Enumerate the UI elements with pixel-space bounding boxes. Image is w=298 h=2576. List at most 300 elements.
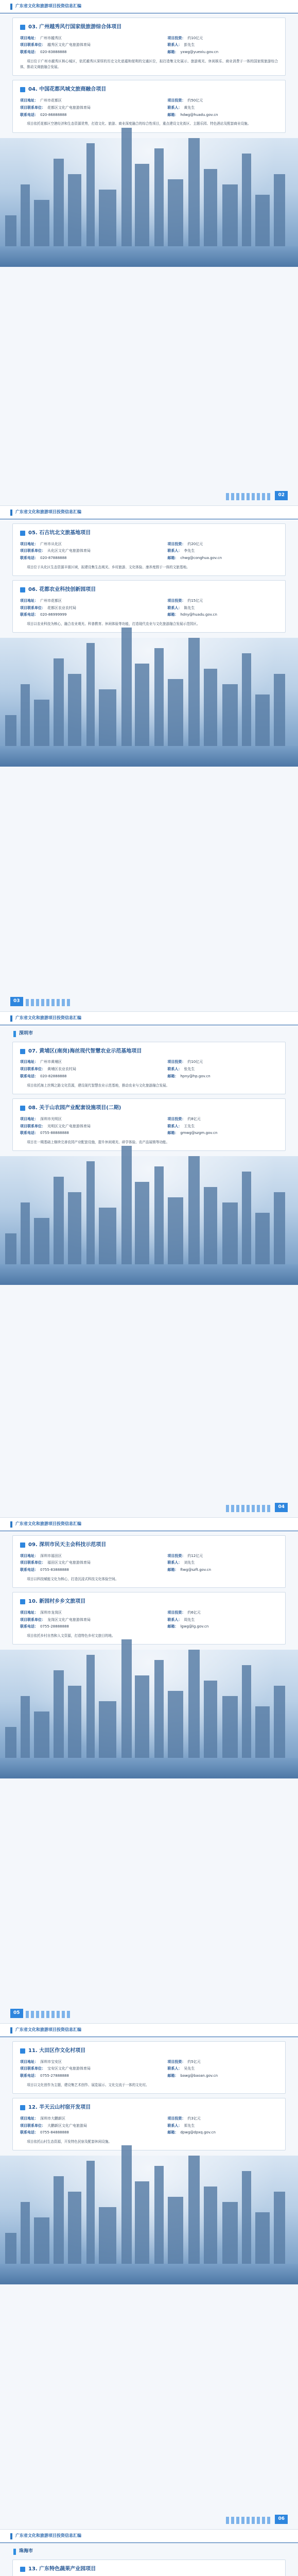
field-label: 联系人： xyxy=(167,1617,182,1622)
field-label: 项目投资： xyxy=(167,98,186,103)
building xyxy=(5,1727,16,1758)
field-value: 花都区文化广电旅游体育局 xyxy=(47,105,91,110)
city-section-heading xyxy=(13,1030,285,1038)
building xyxy=(168,2197,183,2264)
page-04 xyxy=(0,1012,298,1518)
project-header xyxy=(20,1598,278,1606)
project-fields xyxy=(20,598,278,618)
field-row xyxy=(167,612,278,618)
building xyxy=(154,1660,164,1758)
building xyxy=(99,689,116,746)
building xyxy=(21,184,30,246)
field-row xyxy=(167,2116,278,2122)
building xyxy=(255,694,270,746)
field-row xyxy=(167,1074,278,1079)
field-row xyxy=(167,36,278,41)
building xyxy=(68,1192,81,1264)
field-row xyxy=(20,112,158,118)
field-value: 深圳市福田区 xyxy=(40,1553,62,1558)
field-label: 项目投资： xyxy=(167,2116,186,2121)
field-value: hdwg@huadu.gov.cn xyxy=(180,112,218,117)
field-value: 约10亿元 xyxy=(187,36,203,40)
field-value: 黄先生 xyxy=(184,105,195,110)
building xyxy=(255,2212,270,2264)
field-value: hdny@huadu.gov.cn xyxy=(180,613,217,617)
field-row xyxy=(20,1130,158,1136)
building xyxy=(121,128,132,246)
field-row xyxy=(167,598,278,604)
project-description: 项目依托山村生态资源，开发特色民宿及配套休闲设施。 xyxy=(27,2140,112,2144)
page-02 xyxy=(0,0,298,506)
field-value: 黄埔区农业农村局 xyxy=(47,1067,76,1072)
building xyxy=(121,1639,132,1758)
field-label: 项目地址： xyxy=(20,36,38,40)
field-row xyxy=(20,1074,158,1079)
project-title: 07. 黄埔区(南岗)海丝现代智慧农业示范基地项目 xyxy=(28,1048,142,1054)
field-label: 联系电话： xyxy=(20,1624,38,1629)
field-label: 联系电话： xyxy=(20,1568,38,1572)
field-row xyxy=(20,541,158,547)
project-header xyxy=(20,1104,278,1112)
running-header xyxy=(0,1012,298,1025)
project-fields xyxy=(20,2116,278,2136)
field-label: 项目联系单位： xyxy=(20,105,45,110)
building xyxy=(5,1233,16,1264)
project-description: 项目依托乡村自然和人文资源，打造特色乡村文旅目的地。 xyxy=(27,1634,115,1638)
building xyxy=(242,653,251,746)
field-label: 邮箱： xyxy=(167,50,179,55)
field-row xyxy=(20,98,158,104)
header-accent xyxy=(10,1015,12,1022)
running-header xyxy=(0,2530,298,2543)
field-value: hpny@hp.gov.cn xyxy=(180,1074,211,1079)
project-card xyxy=(12,1098,286,1151)
field-row xyxy=(20,598,158,604)
project-card xyxy=(12,18,286,76)
project-header xyxy=(20,2047,278,2055)
project-title: 06. 花都农业科技创新园项目 xyxy=(28,587,96,593)
field-label: 联系电话： xyxy=(20,50,38,55)
city-name: 深圳市 xyxy=(19,1031,33,1036)
field-row xyxy=(20,605,158,611)
building xyxy=(168,179,183,246)
building xyxy=(21,2202,30,2264)
field-row xyxy=(167,2123,278,2129)
project-fields xyxy=(20,36,278,56)
building xyxy=(204,1681,217,1758)
building xyxy=(68,174,81,246)
building xyxy=(222,184,238,246)
field-row xyxy=(20,1617,158,1623)
field-label: 项目投资： xyxy=(167,598,186,603)
field-value: ftwg@szft.gov.cn xyxy=(180,1568,212,1572)
field-value: 约6亿元 xyxy=(187,1610,201,1615)
project-card xyxy=(12,2560,286,2576)
field-value: 陈先生 xyxy=(184,605,195,610)
river-water xyxy=(0,246,298,267)
field-value: 约12亿元 xyxy=(187,1553,203,1558)
page-07 xyxy=(0,2530,298,2576)
project-header xyxy=(20,1541,278,1549)
building xyxy=(34,2217,49,2264)
building xyxy=(99,1701,116,1758)
project-fields xyxy=(20,98,278,118)
building xyxy=(188,638,200,746)
city-skyline-image xyxy=(0,638,298,767)
field-label: 项目联系单位： xyxy=(20,605,45,610)
field-value: chwg@conghua.gov.cn xyxy=(180,556,222,561)
field-label: 项目联系单位： xyxy=(20,1561,45,1565)
project-title: 05. 石古坑北文旅基地项目 xyxy=(28,530,91,536)
field-value: 0755-88888888 xyxy=(40,1131,69,1136)
project-card xyxy=(12,580,286,633)
field-value: 郑先生 xyxy=(184,2123,195,2128)
field-row xyxy=(167,42,278,48)
field-row xyxy=(167,1059,278,1065)
field-row xyxy=(167,1617,278,1623)
field-value: 广州市黄埔区 xyxy=(40,1060,62,1064)
building xyxy=(54,1670,64,1758)
field-row xyxy=(20,49,158,55)
building xyxy=(204,669,217,746)
field-label: 邮箱： xyxy=(167,1568,179,1572)
field-label: 联系人： xyxy=(167,1561,182,1565)
field-value: lgwg@lg.gov.cn xyxy=(180,1624,209,1629)
field-value: gmwg@szgm.gov.cn xyxy=(180,1131,218,1136)
city-bar xyxy=(13,2549,16,2555)
project-description: 项目以文化创作为主题，建设集艺术创作、展览展示、文化交流于一体的文化村。 xyxy=(27,2083,149,2088)
field-label: 联系人： xyxy=(167,2123,182,2128)
field-label: 项目联系单位： xyxy=(20,1067,45,1072)
building xyxy=(86,643,95,746)
project-header xyxy=(20,1047,278,1056)
building xyxy=(99,1208,116,1264)
field-value: 龙岗区文化广电旅游体育局 xyxy=(47,1617,91,1622)
running-header xyxy=(0,2024,298,2037)
building xyxy=(274,2192,285,2264)
project-marker xyxy=(20,2105,25,2110)
building xyxy=(34,1711,49,1758)
field-row xyxy=(167,1567,278,1573)
field-label: 项目地址： xyxy=(20,1610,38,1615)
building xyxy=(34,700,49,746)
building xyxy=(21,684,30,746)
field-row xyxy=(167,1116,278,1122)
running-header-title: 广东省文化和旅游项目投资信息汇编 xyxy=(15,4,81,9)
field-label: 联系人： xyxy=(167,1124,182,1128)
project-marker xyxy=(20,1543,25,1548)
field-label: 项目联系单位： xyxy=(20,549,45,553)
header-accent xyxy=(10,2027,12,2033)
city-skyline-image xyxy=(0,1650,298,1778)
field-label: 项目投资： xyxy=(167,1060,186,1064)
field-value: 020-82888888 xyxy=(40,1074,67,1079)
building xyxy=(274,174,285,246)
building xyxy=(21,1696,30,1758)
project-card xyxy=(12,1535,286,1588)
field-value: 张先生 xyxy=(184,1067,195,1072)
field-value: 约10亿元 xyxy=(187,1060,203,1064)
building xyxy=(121,1146,132,1264)
building xyxy=(255,1706,270,1758)
river-water xyxy=(0,1758,298,1778)
building xyxy=(54,658,64,746)
field-row xyxy=(167,1066,278,1072)
field-value: 020-83888888 xyxy=(40,50,67,55)
building xyxy=(154,2166,164,2264)
field-label: 联系人： xyxy=(167,549,182,553)
project-card xyxy=(12,2098,286,2150)
project-marker xyxy=(20,25,25,30)
field-value: 0755-27888888 xyxy=(40,2074,69,2078)
river-water xyxy=(0,746,298,767)
project-title: 13. 广东特色蔬果产业园项目 xyxy=(28,2566,96,2572)
project-fields xyxy=(20,1116,278,1137)
building xyxy=(242,1665,251,1758)
running-header-title: 广东省文化和旅游项目投资信息汇编 xyxy=(15,2027,81,2032)
field-label: 联系人： xyxy=(167,605,182,610)
building xyxy=(274,1686,285,1758)
field-row xyxy=(20,2066,158,2072)
field-value: 光明区文化广电旅游体育局 xyxy=(47,1124,91,1128)
page-05 xyxy=(0,1518,298,2024)
building xyxy=(54,159,64,246)
header-accent xyxy=(10,2533,12,2539)
building xyxy=(54,2176,64,2264)
field-row xyxy=(167,2066,278,2072)
field-value: yxwg@yuexiu.gov.cn xyxy=(180,50,219,55)
page-number: 02 xyxy=(275,491,288,500)
field-value: 从化区文化广电旅游体育局 xyxy=(47,549,91,553)
field-label: 联系电话： xyxy=(20,2130,38,2135)
project-marker xyxy=(20,1106,25,1111)
field-value: 花都区农业农村局 xyxy=(47,605,76,610)
project-description: 项目以农业科技为核心，融合农业观光、科普教育、休闲体验等功能，打造现代农业与文化旅游融合发展示范园区。 xyxy=(27,622,200,626)
field-label: 项目地址： xyxy=(20,2116,38,2121)
field-row xyxy=(20,1624,158,1630)
field-value: 约50亿元 xyxy=(187,98,203,103)
field-value: 0755-84888888 xyxy=(40,2130,69,2135)
field-label: 项目投资： xyxy=(167,541,186,546)
project-title: 11. 大田区作文化村项目 xyxy=(28,2048,86,2054)
field-label: 项目地址： xyxy=(20,1553,38,1558)
running-header xyxy=(0,506,298,519)
city-name: 珠海市 xyxy=(19,2549,33,2554)
field-value: 020-86888888 xyxy=(40,112,67,117)
field-label: 项目地址： xyxy=(20,598,38,603)
project-marker xyxy=(20,87,25,92)
page-06 xyxy=(0,2024,298,2530)
field-label: 邮箱： xyxy=(167,613,179,617)
field-label: 联系人： xyxy=(167,105,182,110)
river-water xyxy=(0,2264,298,2284)
field-row xyxy=(167,1124,278,1129)
field-value: 深圳市宝安区 xyxy=(40,2059,62,2064)
building xyxy=(68,1686,81,1758)
field-label: 联系电话： xyxy=(20,556,38,561)
project-marker xyxy=(20,531,25,536)
field-row xyxy=(20,555,158,561)
project-fields xyxy=(20,2059,278,2079)
field-row xyxy=(167,1560,278,1566)
field-row xyxy=(20,1124,158,1129)
field-value: 约8亿元 xyxy=(187,1116,201,1121)
field-value: 广州市花都区 xyxy=(40,98,62,103)
building xyxy=(5,2233,16,2264)
field-value: 深圳市大鹏新区 xyxy=(40,2116,65,2121)
project-description: 项目依托海上丝绸之路文化资源，建设现代智慧农业示范基地，推动农业与文化旅游融合发展。 xyxy=(27,1083,170,1088)
building xyxy=(242,1172,251,1264)
field-label: 联系人： xyxy=(167,43,182,47)
running-header xyxy=(0,0,298,13)
building xyxy=(135,1675,149,1758)
city-skyline-image xyxy=(0,1156,298,1285)
project-title: 12. 半天云山村宿开发项目 xyxy=(28,2105,91,2111)
project-card xyxy=(12,1592,286,1645)
field-row xyxy=(167,1624,278,1630)
project-description: 项目依托花都区空港经济和生态资源优势，打造文化、旅游、商业深度融合的综合性项目，重点建设文化街区、主题乐园、特色酒店及配套商业设施。 xyxy=(27,122,251,126)
field-label: 项目联系单位： xyxy=(20,2066,45,2071)
building xyxy=(222,1696,238,1758)
building xyxy=(135,1182,149,1264)
field-label: 邮箱： xyxy=(167,556,179,561)
building xyxy=(204,1187,217,1264)
page-number: 04 xyxy=(275,1503,288,1512)
field-label: 项目联系单位： xyxy=(20,1124,45,1128)
project-fields xyxy=(20,1610,278,1630)
building xyxy=(54,1177,64,1264)
field-value: 李先生 xyxy=(184,549,195,553)
field-value: 宝安区文化广电旅游体育局 xyxy=(47,2066,91,2071)
field-row xyxy=(20,1560,158,1566)
field-row xyxy=(20,36,158,41)
field-value: 020-86999999 xyxy=(40,613,67,617)
field-label: 联系电话： xyxy=(20,1131,38,1136)
project-card xyxy=(12,2041,286,2094)
field-label: 项目地址： xyxy=(20,2059,38,2064)
project-title: 04. 中国花都风城文旅商融合项目 xyxy=(28,87,107,93)
project-fields xyxy=(20,541,278,562)
building xyxy=(222,684,238,746)
building xyxy=(188,138,200,246)
building xyxy=(255,195,270,246)
project-title: 10. 新园村乡乡文旅项目 xyxy=(28,1599,86,1605)
page-stripe-decoration xyxy=(26,2011,72,2018)
building xyxy=(21,1202,30,1264)
page-stripe-decoration xyxy=(226,1505,272,1512)
river-water xyxy=(0,1264,298,1285)
field-value: 彭先生 xyxy=(184,43,195,47)
field-label: 联系电话： xyxy=(20,613,38,617)
field-row xyxy=(20,42,158,48)
building xyxy=(168,679,183,746)
project-marker xyxy=(20,2567,25,2572)
project-description: 项目位于广州市越秀区核心城区，依托越秀区深厚的历史文化底蕴和便利的交通区位，拟打造集文化展示、旅游观光、休闲娱乐、商业消费于一体的国家级旅游综合体，推动文商旅融合发展。 xyxy=(20,59,278,70)
building xyxy=(34,200,49,246)
field-value: 周先生 xyxy=(184,1617,195,1622)
building xyxy=(204,169,217,246)
field-row xyxy=(20,612,158,618)
field-value: dpwg@dpxq.gov.cn xyxy=(180,2130,216,2135)
building xyxy=(255,1213,270,1264)
building xyxy=(5,215,16,246)
project-card xyxy=(12,523,286,576)
field-row xyxy=(20,1553,158,1559)
field-label: 联系人： xyxy=(167,2066,182,2071)
project-header xyxy=(20,586,278,594)
building xyxy=(154,148,164,246)
building xyxy=(68,2192,81,2264)
field-row xyxy=(167,555,278,561)
field-value: 约20亿元 xyxy=(187,541,203,546)
header-accent xyxy=(10,510,12,516)
building xyxy=(86,143,95,246)
building xyxy=(188,1156,200,1264)
project-header xyxy=(20,2104,278,2112)
building xyxy=(242,154,251,246)
field-row xyxy=(167,1553,278,1559)
field-row xyxy=(167,105,278,111)
building xyxy=(188,1650,200,1758)
city-skyline-image xyxy=(0,138,298,267)
project-title: 08. 关于山农园产业配套设施项目(二期) xyxy=(28,1105,121,1111)
project-description: 项目在一期基础上继续完善农园产业配套设施，提升休闲观光、研学体验、农产品展销等功能。 xyxy=(27,1140,170,1145)
project-fields xyxy=(20,1553,278,1573)
project-marker xyxy=(20,2048,25,2054)
field-value: 0755-28888888 xyxy=(40,1624,69,1629)
field-value: 约5亿元 xyxy=(187,2059,201,2064)
field-row xyxy=(167,112,278,118)
field-row xyxy=(20,2123,158,2129)
project-header xyxy=(20,23,278,31)
project-card xyxy=(12,80,286,132)
field-value: 广州市花都区 xyxy=(40,598,62,603)
page-number: 05 xyxy=(10,2009,23,2018)
building xyxy=(99,2207,116,2264)
field-row xyxy=(20,2130,158,2136)
header-accent xyxy=(10,1521,12,1528)
field-value: 刘先生 xyxy=(184,1561,195,1565)
field-row xyxy=(167,2130,278,2136)
project-marker xyxy=(20,587,25,592)
field-value: 广州市从化区 xyxy=(40,541,62,546)
page-03 xyxy=(0,506,298,1012)
building xyxy=(274,1192,285,1264)
field-row xyxy=(20,1066,158,1072)
field-value: 020-87888888 xyxy=(40,556,67,561)
field-label: 项目投资： xyxy=(167,1610,186,1615)
field-label: 项目投资： xyxy=(167,1116,186,1121)
building xyxy=(242,2171,251,2264)
field-row xyxy=(20,2059,158,2065)
running-header xyxy=(0,1518,298,1531)
page-stripe-decoration xyxy=(226,2517,272,2524)
building xyxy=(121,628,132,746)
field-row xyxy=(20,1610,158,1616)
field-value: 深圳市光明区 xyxy=(40,1116,62,1121)
field-value: 福田区文化广电旅游体育局 xyxy=(47,1561,91,1565)
field-label: 联系电话： xyxy=(20,2074,38,2078)
field-value: 广州市越秀区 xyxy=(40,36,62,40)
field-label: 联系电话： xyxy=(20,1074,38,1079)
field-row xyxy=(167,2073,278,2079)
project-marker xyxy=(20,1599,25,1604)
field-label: 项目联系单位： xyxy=(20,1617,45,1622)
field-row xyxy=(167,2059,278,2065)
field-label: 邮箱： xyxy=(167,112,179,117)
field-label: 项目地址： xyxy=(20,541,38,546)
field-row xyxy=(20,548,158,554)
